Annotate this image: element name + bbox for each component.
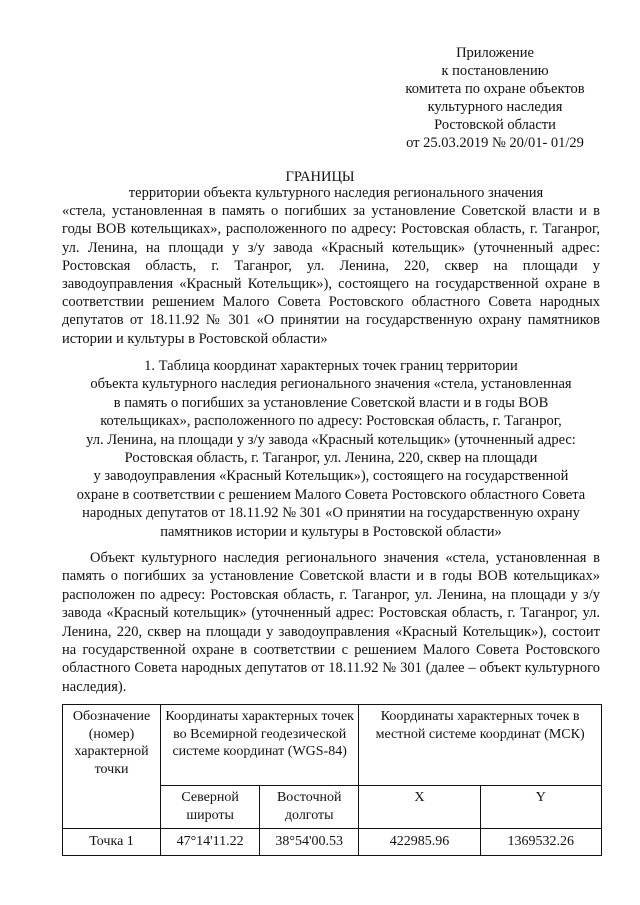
header-designation: Обозначение (номер) характерной точки	[63, 705, 161, 829]
appendix-line: к постановлению	[441, 63, 549, 79]
subtitle-text: «стела, установленная в память о погибших за установление Советской власти и в годы ВОВ котельщиках», расположенного по адресу: Ростовская область, г. Таганрог, ул. Ленина, на площади у з/у завода «Красный котельщик» (уточненный адрес: Ростовская область, г. Таганрог, ул. Ленина, 220, сквер на площади у заводоуправления «Красный Котельщик»), состоящего на государственной охране в соответствии решением Малого Совета Ростовского областного Совета народных депутатов от 18.11.92 № 301 «О принятии на государственную охрану памятников истории и культуры в Ростовской области»	[62, 203, 600, 347]
caption-line: ул. Ленина, на площади у з/у завода «Красный котельщик» (уточненный адрес:	[86, 431, 576, 448]
caption-line: объекта культурного наследия регионального значения «стела, установленная	[90, 376, 572, 393]
appendix-line: Ростовской области	[434, 117, 556, 133]
appendix-line: Приложение	[456, 45, 534, 61]
caption-line: в память о погибших за установление Советской власти и в годы ВОВ	[113, 394, 549, 411]
header-msk: Координаты характерных точек в местной системе координат (МСК)	[359, 705, 602, 786]
cell-y: 1369532.26	[480, 829, 601, 856]
cell-lon: 38°54'00.53	[260, 829, 359, 856]
caption-line: памятников истории и культуры в Ростовской области»	[160, 523, 502, 540]
caption-line: котельщиках», расположенного по адресу: Ростовская область, г. Таганрог,	[100, 413, 562, 430]
appendix-line: культурного наследия	[427, 99, 563, 115]
table-row	[63, 829, 602, 856]
header-north: Северной широты	[161, 786, 260, 829]
caption-line: охране в соответствии с решением Малого Совета Ростовского областного Совета	[76, 486, 586, 503]
caption-line: у заводоуправления «Красный Котельщик»), состоящего на государственной	[93, 468, 569, 485]
document-subtitle	[62, 184, 600, 348]
appendix-block	[380, 44, 610, 152]
cell-lat: 47°14'11.22	[161, 829, 260, 856]
header-east: Восточной долготы	[260, 786, 359, 829]
header-y: Y	[480, 786, 601, 829]
appendix-line: комитета по охране объектов	[405, 81, 585, 97]
header-wgs: Координаты характерных точек во Всемирной геодезической системе координат (WGS-84)	[161, 705, 359, 786]
caption-line: 1. Таблица координат характерных точек границ территории	[144, 358, 518, 374]
cell-x: 422985.96	[359, 829, 480, 856]
body-paragraph: Объект культурного наследия регионального значения «стела, установленная в память о погибших за установление Советской власти и в годы ВОВ котельщиках» расположен по адресу: Ростовская область, г. Таганрог, ул. Ленина, на площади у з/у завода «Красный котельщик» (уточненный адрес: Ростовская область, г. Таганрог, ул. Ленина, 220, сквер на площади у заводоуправления «Красный Котельщик»), состоит на государственной охране в соответствии с решением Малого Совета Ростовского областного Совета народных депутатов от 18.11.92 № 301 (далее – объект культурного наследия).	[62, 550, 600, 695]
header-x: X	[359, 786, 480, 829]
coordinates-table	[62, 704, 602, 856]
table-caption	[62, 357, 600, 541]
document-title: ГРАНИЦЫ	[285, 169, 355, 185]
subtitle-first-line: территории объекта культурного наследия регионального значения	[128, 185, 544, 201]
cell-point: Точка 1	[63, 829, 161, 856]
caption-line: Ростовская область, г. Таганрог, ул. Ленина, 220, сквер на площади	[124, 450, 538, 467]
appendix-line: от 25.03.2019 № 20/01- 01/29	[406, 135, 584, 151]
caption-line: народных депутатов от 18.11.92 № 301 «О принятии на государственную охрану	[82, 505, 580, 522]
table-header-row	[63, 705, 602, 786]
